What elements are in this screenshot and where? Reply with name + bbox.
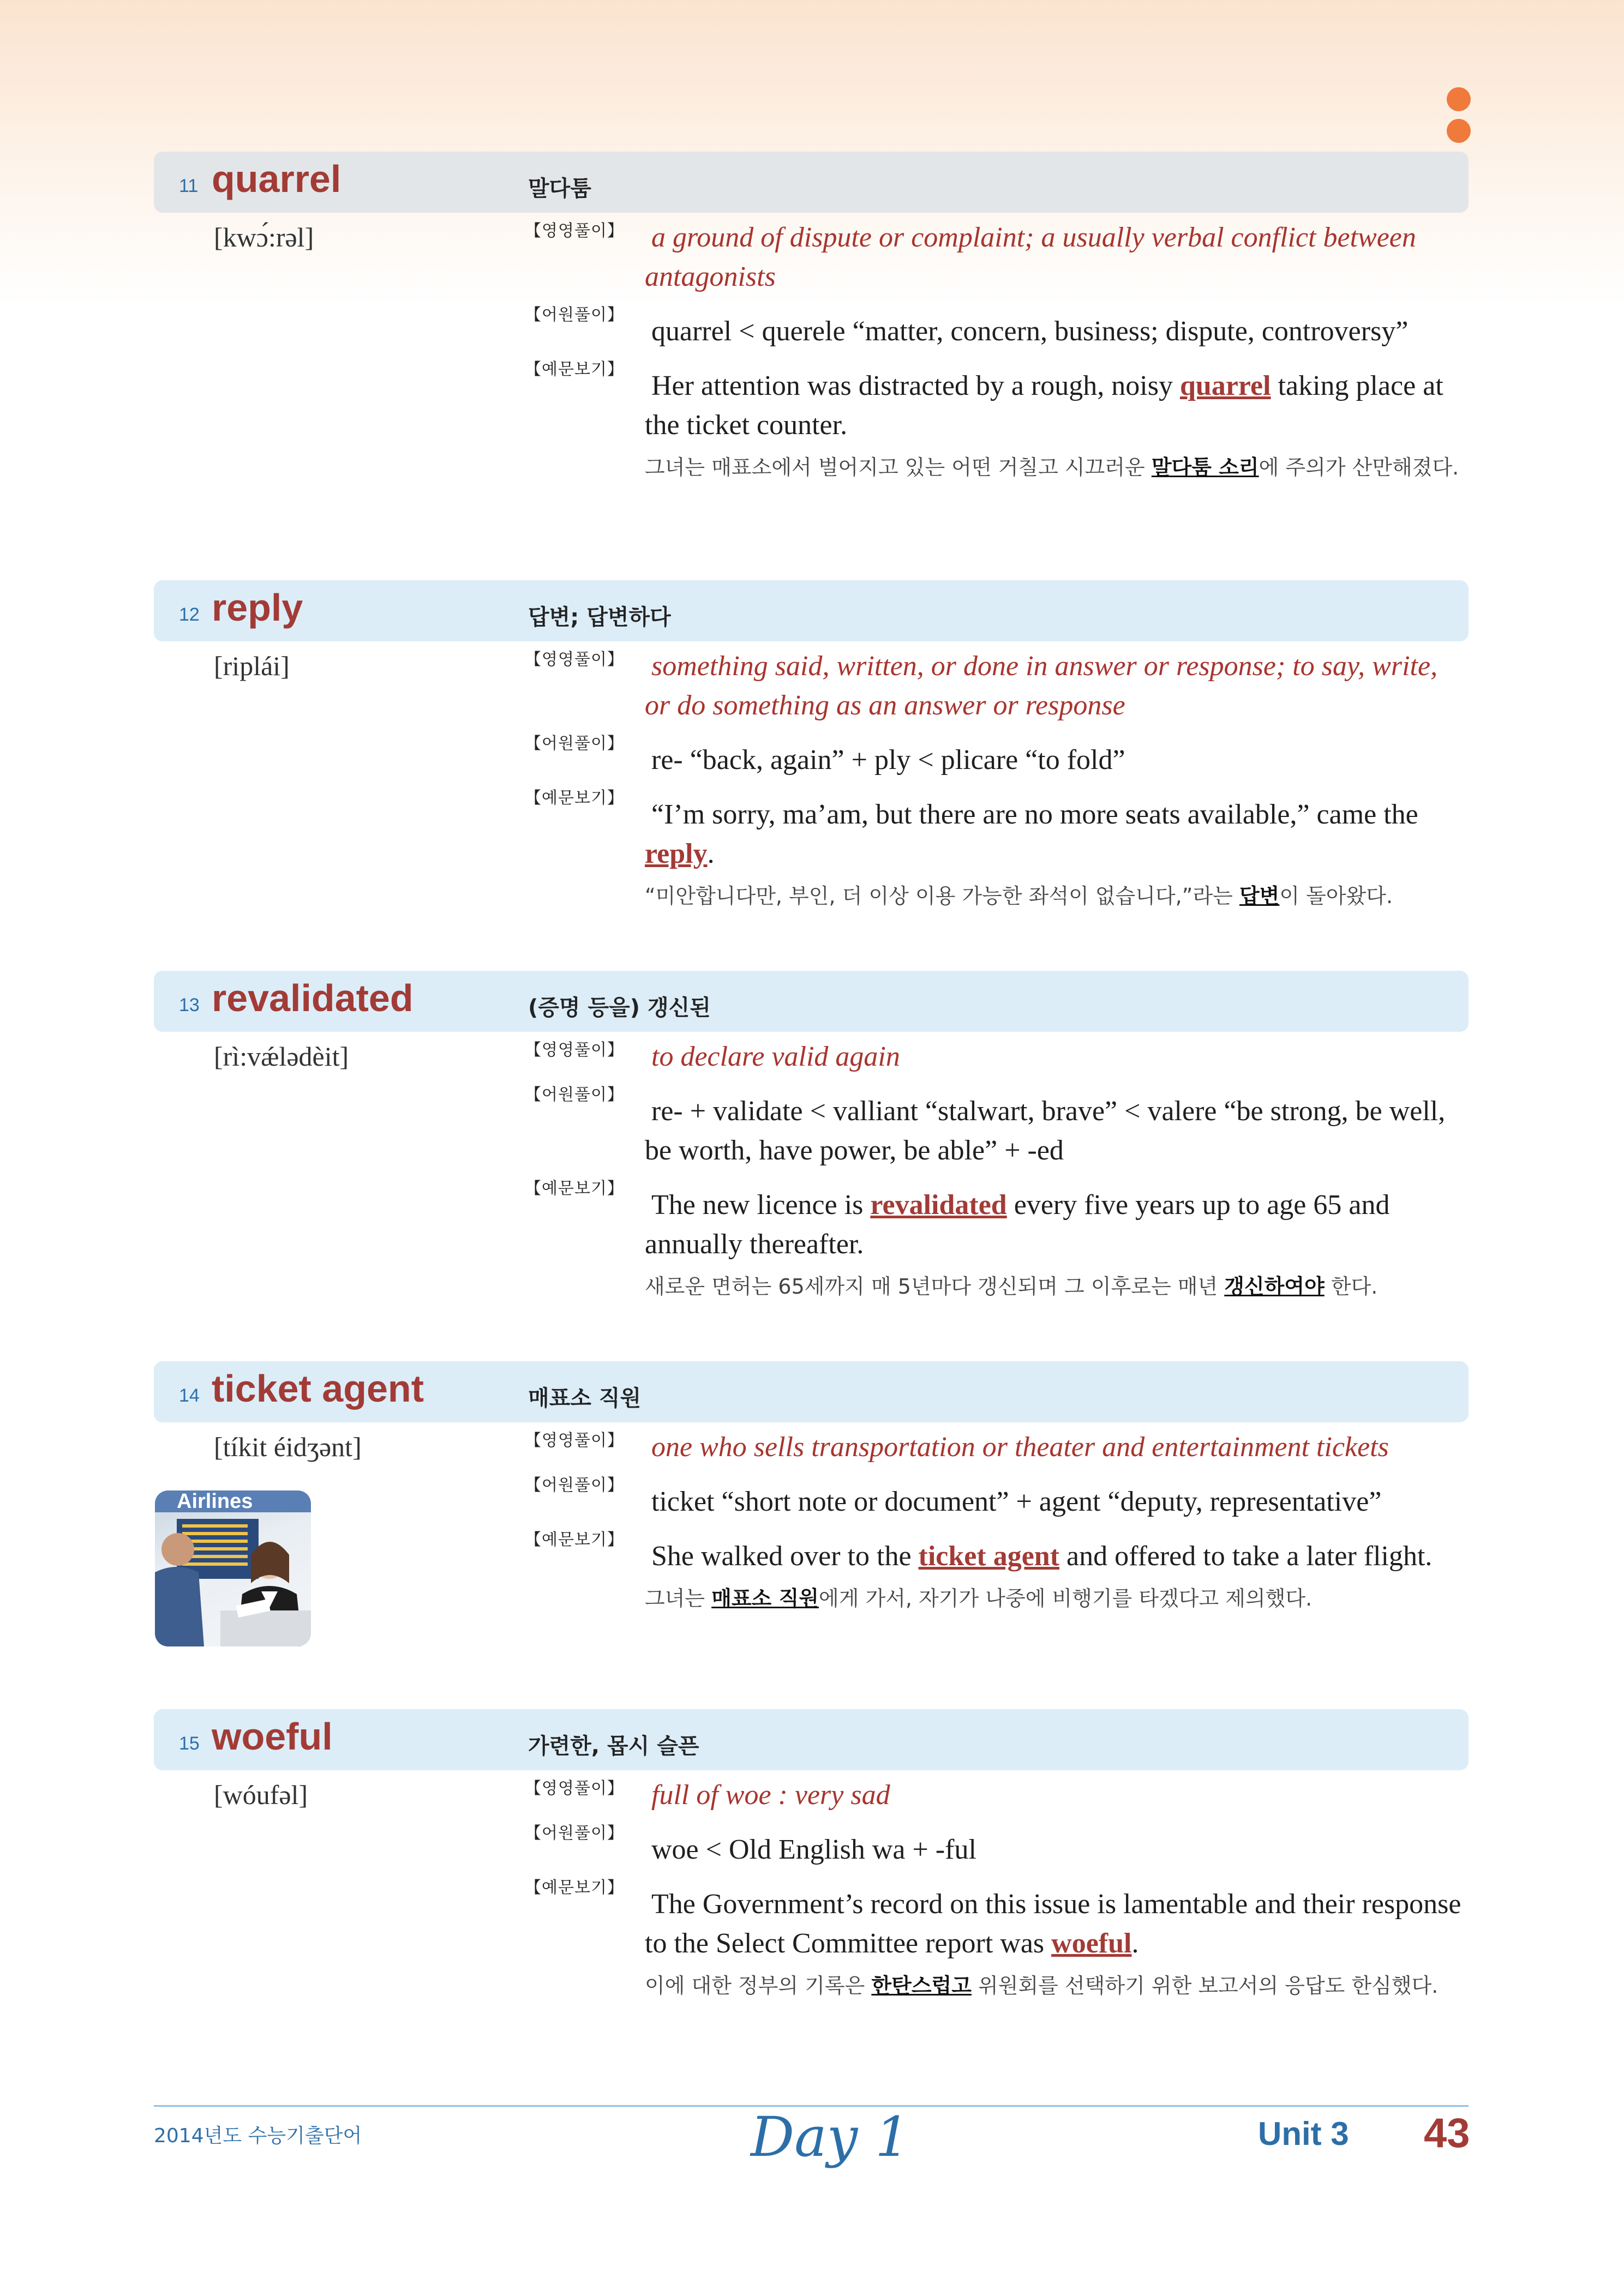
page-number: 43 [1424, 2110, 1470, 2156]
highlighted-korean: 갱신하여야 [1224, 1275, 1325, 1299]
example-text: “I’m sorry, ma’am, but there are no more seats available,” came the reply. [645, 799, 1418, 869]
orange-dot-icon [1447, 87, 1471, 111]
english-def-tag: 【영영풀이】 [525, 1431, 624, 1450]
english-def-tag: 【영영풀이】 [525, 650, 624, 669]
example-row [525, 1870, 1469, 2005]
entry-meaning: 매표소 직원 [528, 1386, 642, 1411]
airlines-sign: Airlines [177, 1490, 253, 1513]
definition-text: something said, written, or done in answer or response; to say, write, or do something as an answer or response [645, 651, 1438, 721]
korean-translation: 새로운 면허는 65세까지 매 5년마다 갱신되며 그 이후로는 매년 갱신하여야 한다. [645, 1275, 1378, 1299]
etymology-text: ticket “short note or document” + agent “deputy, representative” [651, 1486, 1382, 1517]
example-row [525, 1522, 1469, 1618]
entry-meaning: 말다툼 [528, 176, 591, 201]
highlighted-korean: 말다툼 소리 [1151, 455, 1259, 479]
entry-meaning: 답변; 답변하다 [528, 605, 671, 630]
entry-header [154, 1709, 1469, 1770]
highlighted-word: ticket agent [918, 1541, 1060, 1572]
definition-row [525, 1032, 1469, 1077]
entry-number: 15 [179, 1733, 200, 1754]
english-def-tag: 【영영풀이】 [525, 221, 624, 241]
entry-header [154, 971, 1469, 1032]
entry-number: 11 [179, 176, 199, 196]
example-row [525, 780, 1469, 915]
entry-word: revalidated [212, 977, 414, 1019]
korean-translation: 그녀는 매표소에서 벌어지고 있는 어떤 거칠고 시끄러운 말다툼 소리에 주의가 산만해졌다. [645, 455, 1459, 479]
highlighted-korean: 매표소 직원 [711, 1586, 819, 1610]
english-def-tag: 【영영풀이】 [525, 1779, 624, 1798]
entry-header [154, 152, 1469, 213]
definition-row [525, 213, 1469, 297]
example-tag: 【예문보기】 [525, 1878, 624, 1897]
example-text: Her attention was distracted by a rough, noisy quarrel taking place at the ticket counter. [645, 370, 1443, 441]
definition-text: a ground of dispute or complaint; a usually verbal conflict between antagonists [645, 222, 1416, 292]
etymology-tag: 【어원풀이】 [525, 734, 624, 753]
entry-meaning: 가련한, 몹시 슬픈 [528, 1734, 699, 1759]
etymology-text: woe < Old English wa + -ful [651, 1834, 976, 1865]
highlighted-word: quarrel [1179, 370, 1271, 401]
example-text: The new licence is revalidated every five years up to age 65 and annually thereafter. [645, 1189, 1390, 1260]
definition-row [525, 1422, 1469, 1467]
etymology-row [525, 1467, 1469, 1522]
ticket-agent-photo [155, 1490, 311, 1646]
definition-text: full of woe : very sad [651, 1780, 890, 1811]
entry-phonetic: [riplái] [214, 651, 290, 681]
entry-header [154, 1361, 1469, 1422]
etymology-row [525, 1077, 1469, 1170]
entry-word: woeful [212, 1715, 333, 1758]
korean-translation: “미안합니다만, 부인, 더 이상 이용 가능한 좌석이 없습니다,”라는 답변이 돌아왔다. [645, 884, 1393, 908]
vocab-entry-woeful [154, 1709, 1469, 2005]
example-text: The Government’s record on this issue is lamentable and their response to the Select Committee report was woeful. [645, 1889, 1461, 1959]
entry-header [154, 580, 1469, 641]
entry-phonetic: [wóufəl] [214, 1780, 308, 1810]
vocab-entry-revalidated [154, 971, 1469, 1306]
definition-text: one who sells transportation or theater and entertainment tickets [651, 1432, 1389, 1463]
etymology-tag: 【어원풀이】 [525, 1476, 624, 1495]
example-row [525, 351, 1469, 486]
etymology-tag: 【어원풀이】 [525, 305, 624, 324]
etymology-tag: 【어원풀이】 [525, 1085, 624, 1104]
ticket-agent-illustration [155, 1490, 311, 1646]
example-tag: 【예문보기】 [525, 1530, 624, 1549]
entry-phonetic: [rì:vǽlədèit] [214, 1041, 349, 1072]
etymology-row [525, 725, 1469, 780]
example-row [525, 1170, 1469, 1306]
entry-number: 12 [179, 604, 200, 625]
definition-text: to declare valid again [651, 1041, 900, 1072]
example-tag: 【예문보기】 [525, 789, 624, 808]
entry-phonetic: [tíkit éidʒənt] [214, 1432, 362, 1462]
highlighted-korean: 한탄스럽고 [871, 1974, 972, 1998]
vocab-entry-ticket-agent [154, 1361, 1469, 1618]
etymology-row [525, 1815, 1469, 1870]
entry-word: quarrel [212, 158, 341, 200]
etymology-text: re- + validate < valliant “stalwart, brave” < valere “be strong, be well, be worth, have power, be able” + -ed [645, 1096, 1446, 1166]
entry-number: 13 [179, 995, 200, 1015]
vocab-entry-quarrel [154, 152, 1469, 486]
highlighted-word: reply [645, 838, 708, 869]
definition-row [525, 641, 1469, 725]
vocab-entry-reply [154, 580, 1469, 915]
entry-word: reply [212, 586, 303, 629]
definition-row [525, 1770, 1469, 1815]
english-def-tag: 【영영풀이】 [525, 1041, 624, 1060]
decorative-dots [1447, 87, 1471, 151]
etymology-tag: 【어원풀이】 [525, 1824, 624, 1843]
example-text: She walked over to the ticket agent and offered to take a later flight. [651, 1541, 1433, 1572]
entry-word: ticket agent [212, 1367, 424, 1410]
orange-dot-icon [1447, 119, 1471, 143]
highlighted-word: revalidated [870, 1189, 1007, 1221]
footer-day: Day 1 [751, 2105, 910, 2169]
entry-phonetic: [kwɔ́:rəl] [214, 222, 314, 253]
etymology-text: re- “back, again” + ply < plicare “to fold” [651, 744, 1125, 776]
etymology-text: quarrel < querele “matter, concern, business; dispute, controversy” [651, 316, 1409, 347]
entry-number: 14 [179, 1385, 200, 1406]
korean-translation: 이에 대한 정부의 기록은 한탄스럽고 위원회를 선택하기 위한 보고서의 응답도 한심했다. [645, 1974, 1439, 1998]
highlighted-word: woeful [1051, 1928, 1132, 1959]
korean-translation: 그녀는 매표소 직원에게 가서, 자기가 나중에 비행기를 타겠다고 제의했다. [645, 1586, 1313, 1610]
entry-meaning: (증명 등을) 갱신된 [528, 995, 711, 1020]
example-tag: 【예문보기】 [525, 1179, 624, 1198]
footer-unit: Unit 3 [1258, 2115, 1349, 2152]
footer-book-title: 2014년도 수능기출단어 [154, 2125, 362, 2147]
etymology-row [525, 297, 1469, 351]
highlighted-korean: 답변 [1239, 884, 1280, 908]
example-tag: 【예문보기】 [525, 360, 624, 379]
